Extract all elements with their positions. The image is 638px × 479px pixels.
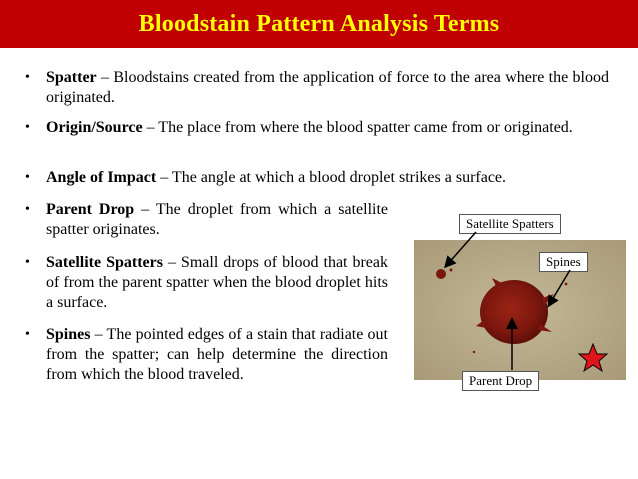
slide-title: Bloodstain Pattern Analysis Terms [138, 10, 500, 37]
star-icon [578, 343, 608, 373]
term-definition: – Bloodstains created from the application of force to the area where the blood originated. [46, 69, 609, 106]
bullet-dot: • [25, 70, 30, 85]
term-label: Origin/Source [46, 119, 143, 136]
term-label: Spines [46, 326, 91, 343]
term-definition: – The pointed edges of a stain that radiate out from the spatter; can help determine the direction from which the blood traveled. [46, 326, 388, 383]
term-definition: – The place from where the blood spatter came from or originated. [142, 119, 573, 136]
spines-callout: Spines [539, 252, 588, 272]
bullet-dot: • [25, 327, 30, 342]
title-bar [0, 0, 638, 48]
term-label: Parent Drop [46, 201, 135, 218]
satellite-spatter-stain [436, 269, 446, 279]
term-label: Angle of Impact [46, 169, 157, 186]
term-definition: – The droplet from which a satellite spatter originates. [46, 201, 389, 238]
bullet-spatter [25, 68, 609, 108]
term-label: Spatter [46, 69, 97, 86]
term-label: Satellite Spatters [46, 254, 163, 271]
term-definition: – Small drops of blood that break of from the parent spatter when the blood droplet hits a surface. [46, 254, 389, 311]
bullet-dot: • [25, 202, 30, 217]
bullet-dot: • [25, 255, 30, 270]
bullet-angle-of-impact [25, 168, 609, 188]
bullet-dot: • [25, 170, 30, 185]
term-definition: – The angle at which a blood droplet strikes a surface. [156, 169, 507, 186]
bullet-origin-source [25, 118, 609, 138]
bullet-satellite-spatters [25, 253, 389, 313]
satellite-spatters-callout: Satellite Spatters [459, 214, 561, 234]
bullet-parent-drop [25, 200, 389, 240]
bullet-spines [25, 325, 388, 385]
parent-drop-callout: Parent Drop [462, 371, 539, 391]
bullet-dot: • [25, 120, 30, 135]
